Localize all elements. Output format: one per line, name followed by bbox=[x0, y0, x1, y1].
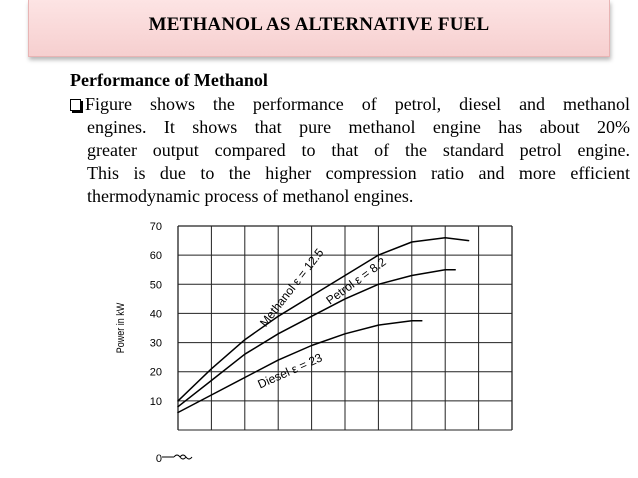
performance-chart bbox=[108, 218, 528, 478]
y-tick-label: 0 bbox=[155, 453, 162, 465]
paragraph-line-1 bbox=[70, 93, 630, 116]
chart-series bbox=[178, 238, 469, 413]
y-axis-ticks bbox=[150, 221, 162, 465]
y-tick-label: 20 bbox=[149, 366, 162, 379]
square-bullet-icon bbox=[70, 99, 81, 111]
paragraph-line-2: engines. It shows that pure methanol engine has about 20% bbox=[87, 117, 630, 137]
paragraph-line-5: thermodynamic process of methanol engines. bbox=[87, 186, 414, 206]
axis-break-icon bbox=[174, 455, 192, 459]
chart-grid bbox=[178, 226, 512, 430]
y-tick-label: 50 bbox=[149, 279, 162, 292]
series-label-3: Diesel ε = 23 bbox=[255, 350, 325, 392]
y-tick-label: 60 bbox=[149, 250, 162, 263]
y-tick-label: 40 bbox=[149, 308, 162, 321]
y-axis-label: Power in kW bbox=[115, 302, 128, 354]
paragraph-line-4: This is due to the higher compression ratio and more efficient bbox=[87, 163, 630, 183]
section-heading: Performance of Methanol bbox=[70, 70, 268, 90]
series-line-2 bbox=[178, 270, 455, 407]
title-box bbox=[28, 0, 610, 57]
y-tick-label: 70 bbox=[149, 221, 162, 233]
y-tick-label: 10 bbox=[149, 395, 162, 408]
series-line-1 bbox=[178, 238, 469, 401]
bullet-paragraph bbox=[70, 93, 630, 208]
slide-title: METHANOL AS ALTERNATIVE FUEL bbox=[148, 14, 490, 35]
paragraph-text: Figure shows the performance of petrol, diesel and methanol bbox=[85, 94, 630, 114]
y-tick-label: 30 bbox=[149, 337, 162, 350]
series-label-1: Methanol ε = 12.5 bbox=[256, 245, 327, 330]
series-labels bbox=[256, 246, 389, 392]
paragraph-line-3: greater output compared to that of the standard petrol engine. bbox=[87, 140, 630, 160]
series-label-2: Petrol ε = 8.2 bbox=[323, 254, 389, 308]
